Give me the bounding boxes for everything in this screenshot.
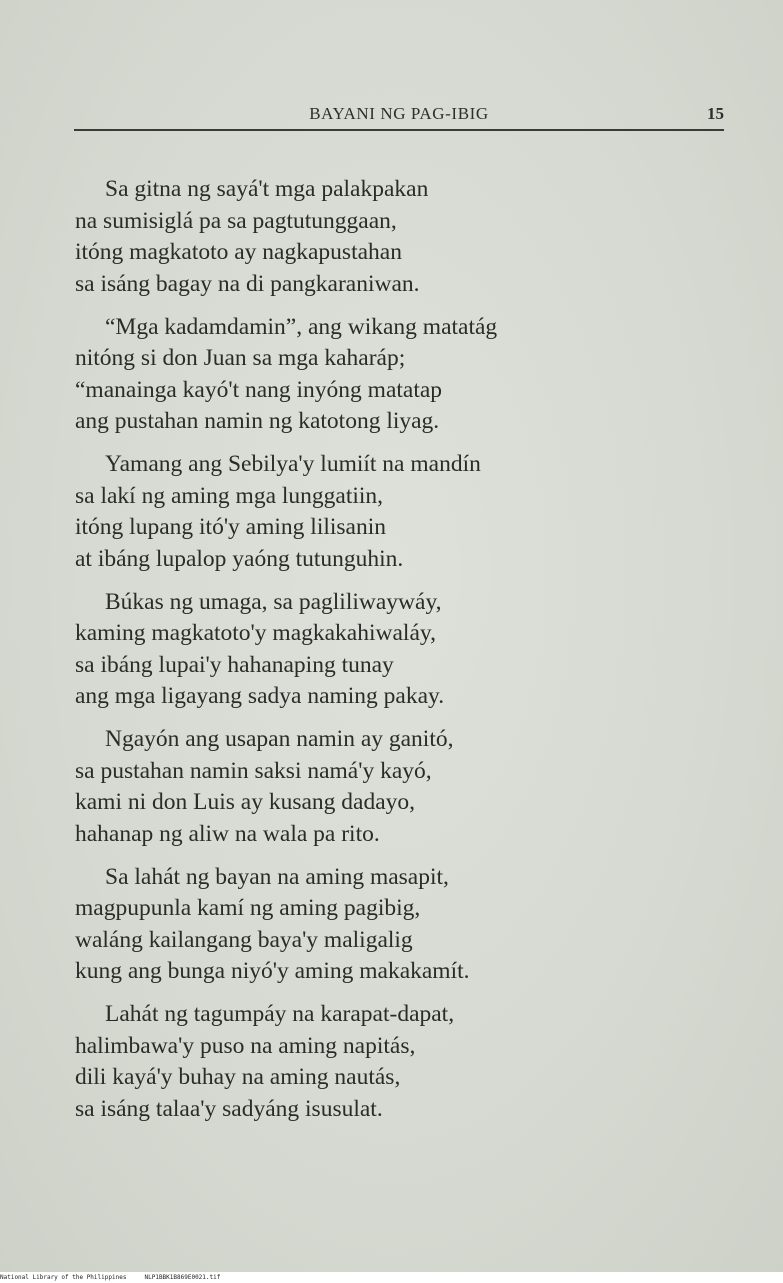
stanza xyxy=(75,724,715,850)
poem-line: Sa gitna ng sayá't mga palakpakan xyxy=(105,176,429,202)
poem-line: “manainga kayó't nang inyóng matatap xyxy=(75,376,443,403)
poem-line: kung ang bunga niyó'y aming makakamít. xyxy=(75,958,470,984)
poem-line: nitóng si don Juan sa mga kaharáp; xyxy=(75,345,406,371)
poem-line: Búkas ng umaga, sa pagliliwaywáy, xyxy=(105,588,442,615)
poem-line: ang pustahan namin ng katotong liyag. xyxy=(75,408,440,434)
stanza xyxy=(75,174,715,300)
running-header xyxy=(74,104,724,130)
stanza xyxy=(75,449,715,575)
running-title: BAYANI NG PAG-IBIG xyxy=(309,104,489,123)
poem-line: sa lakí ng aming mga lunggatiin, xyxy=(75,482,384,509)
poem-line: itóng magkatoto ay nagkapustahan xyxy=(75,239,402,265)
poem-line: Ngayón ang usapan namin ay ganitó, xyxy=(105,726,454,752)
page-number: 15 xyxy=(707,104,724,123)
poem-line: kaming magkatoto'y magkakahiwaláy, xyxy=(75,620,436,646)
poem-line: Sa lahát ng bayan na aming masapit, xyxy=(105,863,449,890)
poem-line: Yamang ang Sebilya'y lumiít na mandín xyxy=(105,451,481,477)
stanza xyxy=(75,312,715,438)
header-rule xyxy=(74,129,724,131)
poem-body xyxy=(75,174,715,1137)
poem-line: ang mga ligayang sadya naming pakay. xyxy=(75,683,445,709)
poem-line: waláng kailangang baya'y maligalig xyxy=(75,926,413,953)
poem-line: na sumisiglá pa sa pagtutunggaan, xyxy=(75,207,397,234)
poem-line: kami ni don Luis ay kusang dadayo, xyxy=(75,789,416,815)
poem-line: magpupunla kamí ng aming pagibig, xyxy=(75,895,421,921)
poem-line: sa isáng talaa'y sadyáng isusulat. xyxy=(75,1095,383,1122)
poem-line: sa pustahan namin saksi namá'y kayó, xyxy=(75,757,432,784)
poem-line: sa isáng bagay na di pangkaraniwan. xyxy=(75,270,420,297)
poem-line: itóng lupang itó'y aming lilisanin xyxy=(75,514,387,540)
scan-footer-text: National Library of the Philippines NLP1BBK1B869E0021.tif xyxy=(0,1274,221,1281)
stanza xyxy=(75,587,715,713)
poem-line: “Mga kadamdamin”, ang wikang matatág xyxy=(105,313,498,340)
poem-line: sa ibáng lupai'y hahanaping tunay xyxy=(75,651,394,678)
poem-line: halimbawa'y puso na aming napitás, xyxy=(75,1032,416,1059)
stanza xyxy=(75,862,715,988)
poem-line: Lahát ng tagumpáy na karapat-dapat, xyxy=(105,1001,455,1027)
poem-line: hahanap ng aliw na wala pa rito. xyxy=(75,820,380,847)
poem-line: dili kayá'y buhay na aming nautás, xyxy=(75,1064,401,1090)
poem-line: at ibáng lupalop yaóng tutunguhin. xyxy=(75,545,404,572)
stanza xyxy=(75,999,715,1125)
